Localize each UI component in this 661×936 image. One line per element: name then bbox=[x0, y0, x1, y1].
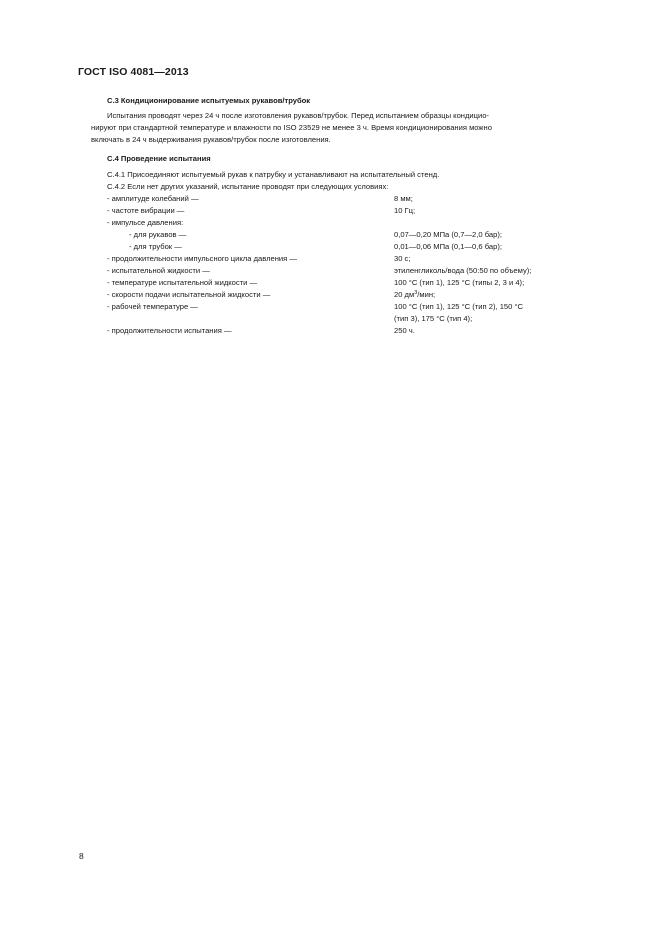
condition-label: - амплитуде колебаний — bbox=[107, 194, 199, 203]
condition-label: - скорости подачи испытательной жидкости — bbox=[107, 290, 271, 299]
condition-row bbox=[0, 218, 661, 230]
condition-label: - продолжительности испытания — bbox=[107, 326, 232, 335]
condition-row bbox=[0, 230, 661, 242]
condition-value: 8 мм; bbox=[394, 194, 413, 203]
value-base: 20 дм bbox=[394, 290, 415, 299]
section-c3-title: С.3 Кондиционирование испытуемых рукавов/трубок bbox=[107, 96, 311, 105]
condition-label: - продолжительности импульсного цикла давления — bbox=[107, 254, 297, 263]
condition-value: 100 °С (тип 1), 125 °С (типы 2, 3 и 4); bbox=[394, 278, 525, 287]
document-header: ГОСТ ISO 4081—2013 bbox=[78, 66, 189, 78]
clause-c4-1: С.4.1 Присоединяют испытуемый рукав к патрубку и устанавливают на испытательный стенд. bbox=[107, 170, 440, 179]
value-tail: /мин; bbox=[417, 290, 436, 299]
condition-label: - температуре испытательной жидкости — bbox=[107, 278, 258, 287]
condition-row bbox=[0, 326, 661, 338]
condition-row bbox=[0, 266, 661, 278]
condition-row bbox=[0, 242, 661, 254]
value-superscript: 3 bbox=[414, 290, 418, 296]
condition-row bbox=[0, 314, 661, 326]
clause-c4-2: С.4.2 Если нет других указаний, испытание проводят при следующих условиях: bbox=[107, 182, 389, 191]
condition-value bbox=[394, 290, 435, 299]
condition-value: (тип 3), 175 °С (тип 4); bbox=[394, 314, 473, 323]
condition-label: - частоте вибрации — bbox=[107, 206, 185, 215]
condition-value: 30 с; bbox=[394, 254, 411, 263]
condition-label: - для рукавов — bbox=[129, 230, 187, 239]
condition-value: 250 ч. bbox=[394, 326, 415, 335]
condition-row bbox=[0, 302, 661, 314]
section-c4-title: С.4 Проведение испытания bbox=[107, 154, 211, 163]
condition-row bbox=[0, 278, 661, 290]
condition-row bbox=[0, 254, 661, 266]
paragraph-line: Испытания проводят через 24 ч после изготовления рукавов/трубок. Перед испытанием образцы кондицио- bbox=[107, 111, 489, 120]
condition-value: 0,01—0,06 МПа (0,1—0,6 бар); bbox=[394, 242, 502, 251]
condition-value: 10 Гц; bbox=[394, 206, 416, 215]
condition-value: 0,07—0,20 МПа (0,7—2,0 бар); bbox=[394, 230, 502, 239]
condition-value: этиленгликоль/вода (50:50 по объему); bbox=[394, 266, 532, 275]
condition-label: - для трубок — bbox=[129, 242, 182, 251]
section-c3-paragraph bbox=[91, 110, 614, 147]
condition-label: - рабочей температуре — bbox=[107, 302, 198, 311]
page-number: 8 bbox=[79, 851, 84, 861]
condition-value: 100 °С (тип 1), 125 °С (тип 2), 150 °С bbox=[394, 302, 524, 311]
condition-row bbox=[0, 206, 661, 218]
condition-label: - импульсе давления: bbox=[107, 218, 184, 227]
paragraph-line: включать в 24 ч выдерживания рукавов/трубок после изготовления. bbox=[91, 135, 331, 145]
condition-row bbox=[0, 290, 661, 302]
condition-row bbox=[0, 194, 661, 206]
condition-label: - испытательной жидкости — bbox=[107, 266, 210, 275]
paragraph-line: нируют при стандартной температуре и влажности по ISO 23529 не менее 3 ч. Время кондиционирования можно bbox=[91, 123, 492, 133]
